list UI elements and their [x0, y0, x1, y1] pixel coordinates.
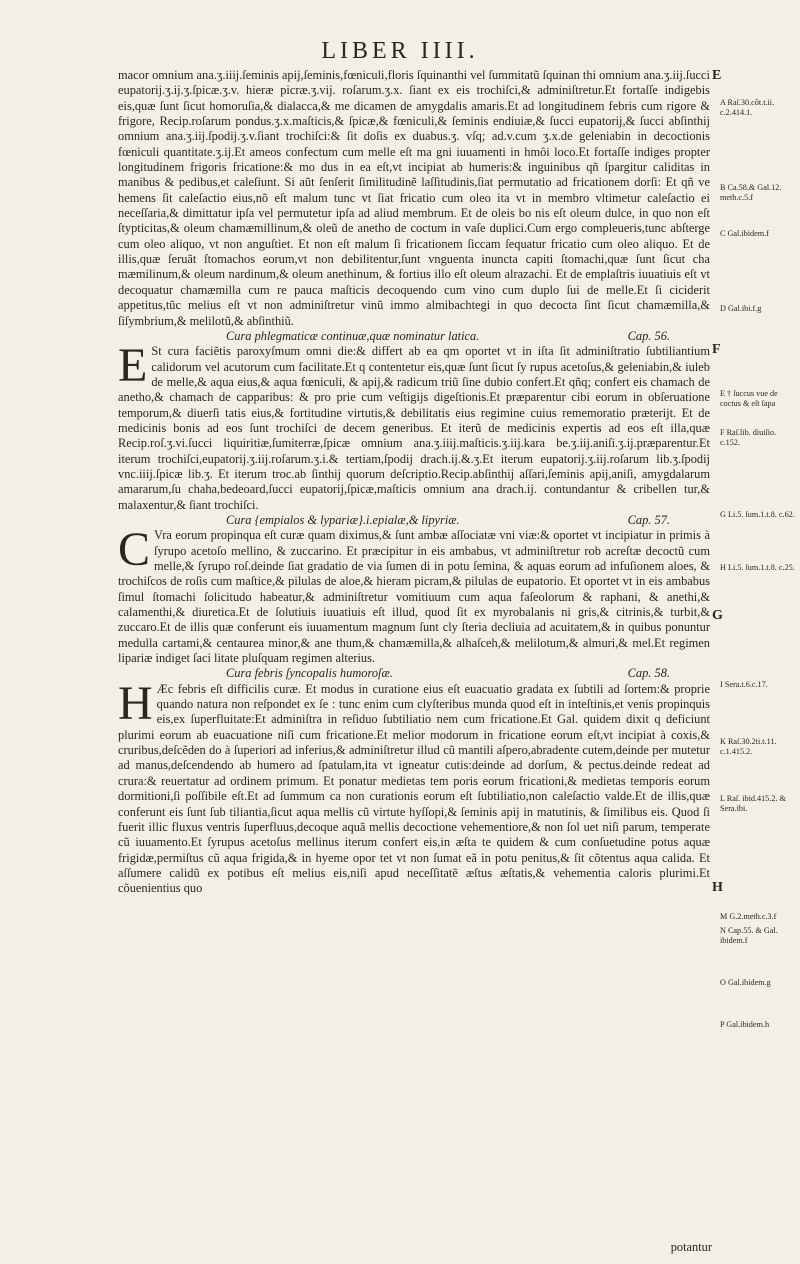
margin-note: P Gal.ibidem.h [720, 1020, 770, 1029]
chapter-57-paragraph [118, 523, 710, 666]
chapter-58-text: Æc febris eſt difficilis curæ. Et modus in curatione eius eſt euacuatio gradata ex ſubtili ad ſortem:& proprie quando natura non reſpondet ex ſe : tunc enim cum clyſteribus munda quod eſt in inteſtinis,et venis propinquis eis,ex ſuperfluitate:Et adminiſtra in reſiduo ſubtiliatio nem cum fricatione.Et Gal. quidem dixit q deficiunt plurimi eorum ab euacuatione niſi cum fricatione.Et melior modorum in fricatione eorum eſt,vt incipiat à coxis,& cruribus,deſcẽden do à ſuperiori ad inferius,& adminiſtretur illud cũ mantili aſpero,abradente cutem,deinde per mutetur ad manus,deſcendendo ab humero ad ſpatulam,ita vt igneatur cutis:deinde ad dorſum, & pectus.deinde redeat ad crura:& reuertatur ad ordinem primum. Et ponatur medietas tem poris eorum fricationi,& medietas temporis eorum dormitioni,ſi poſſibile eſt.Et ad ſummum ca non curationis eorum eſt ſubtiliatio,non caleſactio valde.Et de illis,quæ conferunt eis ſunt ſub tiliantia,ſicut aqua mellis cũ virtute hyſſopi,& ſeminis apij in matutinis, & ſimilibus eis. Quod ſi fuerit illic fluxus ventris ſuperfluus,decoque aquã mellis decoctione vehementiore,& non ſol uet niſi parum, temperate cũ iuuamento.Et ſyrupus acetoſus mellinus iterum confert eis,in æſta te quidem & cum conſuetudine potus aquæ frigidæ,permiſtus cũ aqua frigida,& in hyeme opor tet vt non ſumat eã in potu penitus,& ſit cõtentus aqua calida. Et aſſumere calidũ ex potibus eſt melius eis,niſi apud neceſſitatẽ æſtus æſtatis,& vehementia caloris plurimi.Et cõuenientius quo [118, 681, 710, 896]
running-head: LIBER IIII. [321, 38, 479, 64]
drop-capital-c: C [118, 523, 151, 577]
drop-capital-e: E [118, 339, 148, 393]
margin-section-letter: F [712, 342, 721, 357]
margin-section-letter: E [712, 68, 722, 83]
main-text-column [118, 68, 710, 897]
margin-note: M G.2.meth.c.3.f [720, 912, 777, 921]
margin-note: B Ca.58.& Gal.12. meth.c.5.f [720, 183, 782, 202]
catchword: potantur [670, 1240, 712, 1254]
margin-note: K Raſ.30.2ti.t.11. c.1.415.2. [720, 737, 777, 756]
margin-note: F Raſ.lib. diuiſio. c.152. [720, 428, 777, 447]
chapter-57-text: Vra eorum propinqua eſt curæ quam diximus,& ſunt ambæ aſſociatæ vni viæ:& oportet vt incipiatur in primis à ſyrupo acetoſo mellino, & zuccarino. Et præcipitur in eis ambabus, vt adminiſtretur rob acreſtæ decoctũ cum melle,& ſyrupo roſ.deinde ſiat gradatio de via ſumen di in potu ſemina, & aquas eorum ad infuſionem aloes, & trochiſcos de roſis cum maſtice,& pilulas de aloe,& hieram picram,& pilulas de eupatorio. Et oportet vt in eis ambabus ſimul ſtomachi ſolicitudo habeatur,& adminiſtretur vomitiuum cum aqua faſeolorum & raphani, & anethi,& calamenthi,& diuretica.Et de ſolutiuis iuuatiuis eſt illud, quod ſit ex myrobalanis ni gris,& citrinis,& turbit,& zuccaro.Et de illis quæ conferunt eis iuuamentum magnum ſunt cly ſteria decliuia ad acuitatem,& in quibus ponuntur medulla cartami,& centaurea minor,& ane thum,& chamæmilla,& alhaſceh,& melilotum,& almuri,& mel.Et regimen lipariæ indiget ſaci litate pluſquam regimen alterius. [118, 528, 710, 666]
margin-section-letter: G [712, 608, 723, 623]
margin-note: G Li.5. ſum.1.t.8. c.62. [720, 510, 795, 519]
margin-note: D Gal.ibi.f.g [720, 304, 762, 313]
margin-section-letter: H [712, 880, 723, 895]
chapter-number-57: Cap. 57. [627, 512, 670, 527]
margin-note: C Gal.ibidem.f [720, 229, 769, 238]
drop-capital-h: H [118, 676, 153, 730]
margin-note: A Raſ.30.cõt.t.ii. c.2.414.1. [720, 98, 775, 117]
chapter-number-58: Cap. 58. [627, 666, 670, 681]
margin-note: N Cap.55. & Gal. ibidem.f [720, 926, 778, 945]
margin-note: I Sera.t.6.c.17. [720, 680, 768, 689]
margin-note: L Raſ. ibid.415.2. & Sera.ibi. [720, 794, 786, 813]
margin-note: E † ſuccus vue de coctus & eſt ſapa [720, 389, 778, 408]
chapter-number-56: Cap. 56. [627, 328, 670, 343]
chapter-heading-57-title: Cura {empialos & lypariæ}.i.epialæ,& lipyriæ. [226, 512, 460, 527]
chapter-56-text: St cura faciẽtis paroxyſmum omni die:& differt ab ea qm oportet vt in iſta ſit adminiſtratio ſubtiliantium calidorum vel acutorum cum facilitate.Et q contentetur eis,quæ ſunt ſicut ſy rupus acetoſus,& geleniabin,& iuleb de melle,& aqua eius,& aqua fœniculi, & apij,& radicum triũ ſine dubio confert.Et qñq; confert eis chamach de anetho,& chamach de capparibus: & pro prie cum veſtigijs digeſtionis.Et præparentur cibi eorum in obſeruatione temporum,& diuerſi tatis eius,& fortitudine virtutis,& debilitatis eius regimine cuius rememoratio præterijt. Et de medicinis bonis ad eos ſunt trochiſci de decem generibus. Et iterũ de medicinis expertis ad eos eſt illa,quæ Recip.roſ.ʒ.vi.ſucci liquiritiæ,ſumiterræ,ſpicæ omnium ana.ʒ.iiij.maſticis.ʒ.iij.kara be.ʒ.iij.aniſi.ʒ.ij.præparentur.Et iterum trochiſci,eupatorij.ʒ.iij.roſarum.ʒ.i.& tertiam,ſpodij drach.ij.&.ʒ.Et iterum eupatorij.ʒ.iij.roſarum lib.ʒ.ſpodij vnc.iiij.ſpicæ lib.ʒ. Et iterum troc.ab ſinthij quorum deſcriptio.Recip.abſinthij aſſari,ſeminis apij,aniſi, amygdalarum amararum,ſu chaha,bedeoard,ſucci eupatorij,ſpicæ,maſticis omnium ana drach.ij. contundantur & cribellen tur,& malaxentur,& ſiant trochiſci. [118, 344, 710, 512]
margin-note: H Li.5. ſum.1.t.8. c.25. [720, 563, 795, 572]
chapter-58-paragraph [118, 676, 710, 897]
margin-note: O Gal.ibidem.g [720, 978, 771, 987]
paragraph-continuation: macor omnium ana.ʒ.iiij.ſeminis apij,ſeminis,fœniculi,floris ſquinanthi vel ſummitatũ ſquinan thi omnium ana.ʒ.iij.ſucci eupatorij.ʒ.ij.ʒ.ſpicæ.ʒ.v. hieræ picræ.ʒ.vij. roſarum.ʒ.x. ſiant ex eis trochiſci,& adminiſtretur.Et fortaſſe indigebis eis,quæ ſunt ſicut homoruſia,& dialacca,& me dicamen de amygdalis amaris.Et ad longitudinem febris cum rigore & frigore, Recip.roſarum pondus.ʒ.x.maſticis,& ſpicæ,& fœniculi,& ſeminis endiuiæ,& ſucci eupatorij,& ſucci abſinthij omnium ana.ʒ.iij.ſpodij.ʒ.v.ſiant trochiſci:& ſit doſis ex duabus.ʒ. vſq; ad.v.cum ʒ.x.de geleniabin in decoctionis fœniculi quantitate.ʒ.ij.Et ameos confectum cum melle eſt ma gni iuuamenti in hmôi loco.Et fortaſſe indiges propter longitudinem frigoris fricatione:& mo dus in ea eſt,vt incipiat ab humeris:& inguinibus qñ ſpargitur caliditas in manibus & pedibus,et caleſiunt. Si aũt ſenſerit ſimilitudinẽ laſſitudinis,ſiat permutatio ad fricationem dorſi: Et qñ ve hemens ſit caleſactio eius,nõ eſt malum tunc vt ſiat fricatio cum oleo ita vt in membro vltimetur caleſactio ei neceſſaria,& dimittatur ipſa vel permutetur ipſa ad aliud membrum. Et de oleis bo nis eſt oleum dulce, in quo non eſt ſtypticitas,& oleum chamæmillinum,& oleũ de anetho de coctum in vaſe duplici.Cum ergo compleueris,tunc abſterge cum oleo aliquo, vt non anguſtiet. Et non eſt malum ſi fricationem ſiccam ſequatur fricatio cum oleo aliquo. Et de illis,quæ ſeruãt ſtomachos eorum,vt non debilitentur,ſunt vnguenta inuncta capiti ſtomachi,quæ ſunt ſicut cha mæmilinum,& oleum nardinum,& oleum anethinum, & fortius illo eſt oleum alrazachi. Et de emplaſtris iuuatiuis eſt vt decoquatur chamæmilla cum re pauca maſticis decoquendo cum vino cum duplo ſui de melle.Et ſi ciciderit appetitus,tũc melius eſt vt non adminiſtretur vinũ immo almibachtegi in quo decocta ſint ſicut chamæmilla,& ſiſymbrium,& melilotũ,& abſinthiũ. [118, 68, 710, 328]
chapter-heading-58 [118, 666, 710, 681]
chapter-heading-57 [118, 513, 710, 528]
chapter-heading-56-title: Cura phlegmaticæ continuæ,quæ nominatur latica. [226, 328, 480, 343]
chapter-heading-58-title: Cura febris ſyncopalis humoroſæ. [226, 666, 393, 681]
chapter-heading-56 [118, 329, 710, 344]
chapter-56-paragraph [118, 339, 710, 513]
